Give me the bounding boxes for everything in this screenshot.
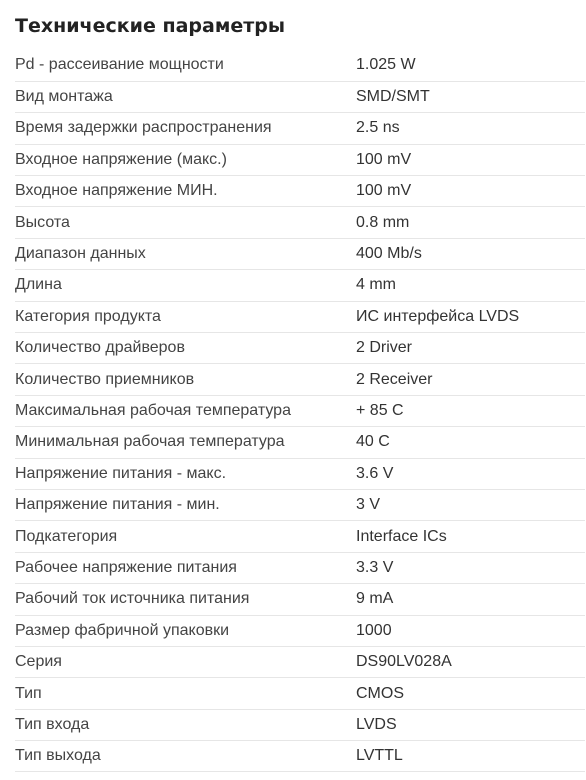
table-row bbox=[15, 50, 585, 81]
spec-name: Тип bbox=[15, 684, 42, 702]
spec-value: + 85 C bbox=[356, 401, 404, 419]
spec-name: Входное напряжение (макс.) bbox=[15, 150, 227, 168]
spec-value: 3 V bbox=[356, 496, 381, 514]
spec-value: 1000 bbox=[356, 621, 392, 639]
spec-name: Минимальная рабочая температура bbox=[15, 433, 285, 451]
spec-value: 1.025 W bbox=[356, 56, 416, 74]
table-row bbox=[15, 489, 585, 520]
spec-value: 9 mA bbox=[356, 590, 394, 608]
table-row bbox=[15, 678, 585, 709]
table-row bbox=[15, 741, 585, 772]
table-row bbox=[15, 144, 585, 175]
table-row bbox=[15, 646, 585, 677]
spec-name: Серия bbox=[15, 653, 62, 671]
table-row bbox=[15, 81, 585, 112]
specs-table-body bbox=[15, 50, 585, 772]
spec-name: Тип выхода bbox=[15, 747, 101, 765]
table-row bbox=[15, 427, 585, 458]
spec-name: Рабочий ток источника питания bbox=[15, 590, 250, 608]
table-row bbox=[15, 238, 585, 269]
spec-value: 3.6 V bbox=[356, 464, 394, 482]
table-row bbox=[15, 176, 585, 207]
spec-name: Диапазон данных bbox=[15, 245, 146, 263]
table-row bbox=[15, 584, 585, 615]
spec-value: ИС интерфейса LVDS bbox=[356, 307, 520, 325]
spec-value: 0.8 mm bbox=[356, 213, 410, 231]
table-row bbox=[15, 270, 585, 301]
table-row bbox=[15, 301, 585, 332]
spec-value: 100 mV bbox=[356, 150, 412, 168]
table-row bbox=[15, 395, 585, 426]
spec-name: Подкатегория bbox=[15, 527, 118, 545]
table-row bbox=[15, 207, 585, 238]
spec-name: Длина bbox=[15, 276, 62, 294]
table-row bbox=[15, 615, 585, 646]
spec-value: Interface ICs bbox=[356, 527, 447, 545]
spec-value: SMD/SMT bbox=[356, 88, 430, 106]
table-row bbox=[15, 113, 585, 144]
spec-value: CMOS bbox=[356, 684, 404, 702]
spec-name: Вид монтажа bbox=[15, 88, 113, 106]
table-row bbox=[15, 552, 585, 583]
table-row bbox=[15, 521, 585, 552]
spec-name: Тип входа bbox=[15, 715, 90, 733]
spec-value: 2 Driver bbox=[356, 339, 413, 357]
spec-value: LVTTL bbox=[356, 747, 403, 765]
spec-value: 2.5 ns bbox=[356, 119, 400, 137]
spec-name: Напряжение питания - мин. bbox=[15, 496, 220, 514]
spec-value: 4 mm bbox=[356, 276, 396, 294]
spec-value: DS90LV028A bbox=[356, 653, 452, 671]
table-row bbox=[15, 333, 585, 364]
spec-name: Pd - рассеивание мощности bbox=[15, 56, 224, 74]
table-row bbox=[15, 364, 585, 395]
spec-name: Категория продукта bbox=[15, 307, 161, 325]
spec-name: Напряжение питания - макс. bbox=[15, 464, 227, 482]
table-row bbox=[15, 709, 585, 740]
spec-value: 40 C bbox=[356, 433, 390, 451]
spec-name: Высота bbox=[15, 213, 70, 231]
spec-name: Размер фабричной упаковки bbox=[15, 621, 230, 639]
spec-value: 100 mV bbox=[356, 182, 412, 200]
spec-name: Максимальная рабочая температура bbox=[15, 401, 291, 419]
spec-value: LVDS bbox=[356, 715, 397, 733]
specs-table bbox=[15, 50, 585, 772]
spec-name: Количество драйверов bbox=[15, 339, 185, 357]
spec-value: 2 Receiver bbox=[356, 370, 433, 388]
spec-name: Время задержки распространения bbox=[15, 119, 272, 137]
spec-value: 400 Mb/s bbox=[356, 245, 422, 263]
spec-name: Входное напряжение МИН. bbox=[15, 182, 218, 200]
spec-name: Рабочее напряжение питания bbox=[15, 558, 237, 576]
spec-name: Количество приемников bbox=[15, 370, 195, 388]
section-title: Технические параметры bbox=[15, 15, 286, 37]
spec-value: 3.3 V bbox=[356, 558, 394, 576]
table-row bbox=[15, 458, 585, 489]
